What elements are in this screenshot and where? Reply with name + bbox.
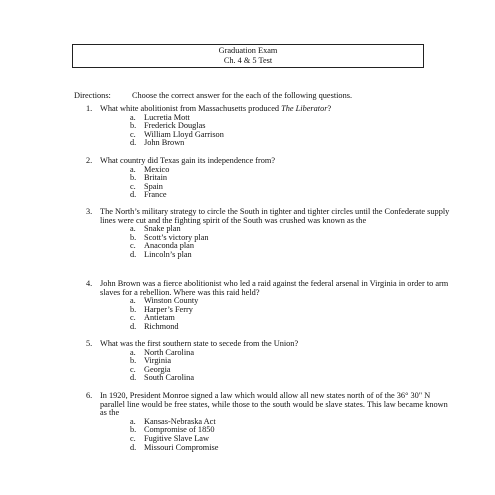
question-number: 6. <box>86 391 93 400</box>
choice-text: Winston County <box>144 296 199 306</box>
answer-choice[interactable] <box>130 251 452 260</box>
question-6 <box>86 392 452 452</box>
choice-text: Spain <box>144 181 163 191</box>
choice-text: Antietam <box>144 313 175 323</box>
question-5 <box>86 340 452 383</box>
question-number: 4. <box>86 279 93 288</box>
choice-letter: a. <box>130 164 136 174</box>
choice-text: South Carolina <box>144 373 195 383</box>
answer-choice[interactable] <box>130 374 452 383</box>
directions-text: Choose the correct answer for the each of the following questions. <box>132 91 353 100</box>
choice-text: Mexico <box>144 164 170 174</box>
answer-choices <box>130 114 452 148</box>
answer-choice[interactable] <box>130 174 452 183</box>
choice-text: Georgia <box>144 364 171 374</box>
answer-choice[interactable] <box>130 349 452 358</box>
choice-letter: d. <box>130 321 137 331</box>
choice-letter: b. <box>130 232 137 242</box>
exam-subtitle: Ch. 4 & 5 Test <box>223 55 273 65</box>
answer-choice[interactable] <box>130 166 452 175</box>
answer-choice[interactable] <box>130 444 452 453</box>
answer-choices <box>130 166 452 200</box>
choice-letter: c. <box>130 181 136 191</box>
answer-choice[interactable] <box>130 191 452 200</box>
choice-letter: c. <box>130 241 136 251</box>
answer-choice[interactable] <box>130 183 452 192</box>
choice-letter: b. <box>130 356 137 366</box>
choice-letter: d. <box>130 442 137 452</box>
choice-letter: d. <box>130 190 137 200</box>
question-number: 5. <box>86 339 93 348</box>
choice-text: North Carolina <box>144 347 195 357</box>
choice-text: Frederick Douglas <box>144 121 206 131</box>
choice-text: Britain <box>144 173 168 183</box>
choice-letter: c. <box>130 129 136 139</box>
choice-text: Compromise of 1850 <box>144 425 215 435</box>
question-stem: What country did Texas gain its independence from? <box>100 156 276 165</box>
choice-letter: c. <box>130 433 136 443</box>
choice-text: Harper’s Ferry <box>144 304 193 314</box>
choice-letter: b. <box>130 121 137 131</box>
answer-choices <box>130 297 452 331</box>
question-stem-text: What white abolitionist from Massachusetts produced <box>100 104 282 113</box>
question-stem: The North’s military strategy to circle the South in tighter and tighter circles until the Confederate supply lines were cut and the fighting spirit of the South was crushed was known as the <box>100 207 450 225</box>
question-1 <box>86 105 452 148</box>
question-stem: John Brown was a fierce abolitionist who led a raid against the federal arsenal in Virginia in order to arm slaves for a rebellion. Where was this raid held? <box>100 279 449 297</box>
choice-text: France <box>144 190 167 200</box>
exam-header-box <box>72 44 424 68</box>
choice-text: William Lloyd Garrison <box>144 129 224 139</box>
choice-letter: a. <box>130 416 136 426</box>
choice-text: Kansas-Nebraska Act <box>144 416 216 426</box>
choice-text: Anaconda plan <box>144 241 194 251</box>
choice-text: Lincoln’s plan <box>144 249 192 259</box>
answer-choices <box>130 225 452 259</box>
choice-letter: d. <box>130 373 137 383</box>
choice-letter: a. <box>130 347 136 357</box>
question-4 <box>86 280 452 332</box>
question-number: 2. <box>86 156 93 165</box>
answer-choices <box>130 418 452 452</box>
question-stem: In 1920, President Monroe signed a law which would allow all new states north of of the 36° 30" N parallel line would be free states, while those to the south would be slave states. This law became known as the <box>100 391 448 418</box>
answer-choice[interactable] <box>130 139 452 148</box>
publication-title: The Liberator <box>281 104 328 113</box>
choice-text: John Brown <box>144 138 185 148</box>
question-2 <box>86 157 452 200</box>
choice-text: Snake plan <box>144 224 181 234</box>
choice-letter: b. <box>130 304 137 314</box>
choice-letter: a. <box>130 224 136 234</box>
question-number: 1. <box>86 104 93 113</box>
choice-letter: a. <box>130 112 136 122</box>
choice-letter: b. <box>130 173 137 183</box>
directions-label: Directions: <box>74 91 111 100</box>
choice-text: Fugitive Slave Law <box>144 433 209 443</box>
question-number: 3. <box>86 207 93 216</box>
choice-text: Virginia <box>144 356 172 366</box>
answer-choice[interactable] <box>130 306 452 315</box>
exam-title: Graduation Exam <box>218 46 278 55</box>
choice-text: Richmond <box>144 321 179 331</box>
choice-text: Lucretia Mott <box>144 112 190 122</box>
choice-letter: a. <box>130 296 136 306</box>
choice-letter: c. <box>130 313 136 323</box>
answer-choice[interactable] <box>130 357 452 366</box>
choice-letter: b. <box>130 425 137 435</box>
question-stem-end: ? <box>327 104 332 113</box>
choice-text: Scott’s victory plan <box>144 232 209 242</box>
choice-text: Missouri Compromise <box>144 442 219 452</box>
question-stem: What was the first southern state to secede from the Union? <box>100 339 299 348</box>
choice-letter: c. <box>130 364 136 374</box>
choice-letter: d. <box>130 138 137 148</box>
choice-letter: d. <box>130 249 137 259</box>
question-3 <box>86 208 452 260</box>
answer-choice[interactable] <box>130 323 452 332</box>
directions <box>74 92 434 101</box>
answer-choices <box>130 349 452 383</box>
